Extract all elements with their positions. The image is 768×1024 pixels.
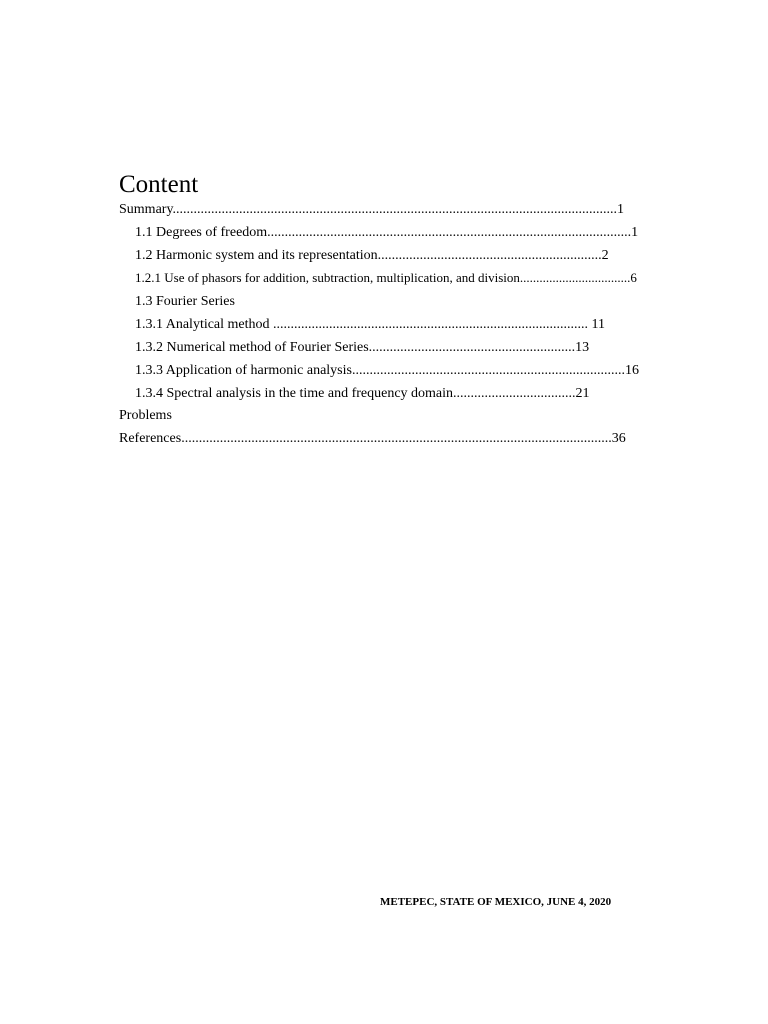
toc-title: Content	[119, 171, 199, 198]
toc-entry-dots: ...........................................................................................................................	[181, 431, 612, 446]
toc-entry-dots: ..............................................................................	[351, 363, 625, 378]
footer-location-date: METEPEC, STATE OF MEXICO, JUNE 4, 2020	[380, 896, 612, 908]
toc-entry-page: 21	[575, 386, 590, 401]
toc-entry-text: 1.3.1 Analytical method	[135, 317, 274, 332]
toc-entry-text: 1.2 Harmonic system and its representation	[135, 248, 378, 263]
toc-entry-page: 13	[575, 340, 590, 355]
toc-entry-page: 36	[611, 431, 626, 446]
toc-entry-1-3-3[interactable]	[135, 362, 695, 380]
toc-entry-dots: ................................................................	[377, 248, 602, 263]
toc-entry-page: 16	[624, 363, 639, 378]
toc-entry-1-3-2[interactable]	[135, 339, 645, 357]
toc-entry-page: 11	[588, 317, 606, 332]
toc-entry-dots: ...............................................................................................................................	[172, 202, 618, 217]
toc-entry-1-2-1[interactable]	[135, 269, 695, 287]
toc-entry-1-3[interactable]	[135, 293, 535, 311]
toc-entry-page: 1	[617, 202, 625, 217]
toc-entry-dots: ........................................................................................................	[267, 225, 632, 240]
toc-entry-1-3-4[interactable]	[135, 385, 650, 403]
toc-entry-references[interactable]	[119, 430, 691, 448]
toc-entry-text: Summary	[119, 202, 173, 217]
toc-entry-dots: ...........................................................	[368, 340, 576, 355]
toc-entry-text: 1.3.2 Numerical method of Fourier Series	[135, 340, 369, 355]
toc-entry-page: 6	[630, 270, 637, 285]
toc-entry-summary[interactable]	[119, 201, 691, 219]
toc-entry-text: 1.1 Degrees of freedom	[135, 225, 268, 240]
toc-entry-text: Problems	[119, 408, 172, 423]
toc-entry-1-3-1[interactable]	[135, 316, 660, 334]
toc-entry-problems[interactable]	[119, 407, 419, 425]
toc-entry-dots: ...................................	[453, 386, 576, 401]
toc-entry-text: References	[119, 431, 182, 446]
toc-entry-1-2[interactable]	[135, 247, 665, 265]
toc-entry-text: 1.3.3 Application of harmonic analysis	[135, 363, 352, 378]
toc-entry-text: 1.3 Fourier Series	[135, 294, 235, 309]
toc-entry-1-1[interactable]	[135, 224, 691, 242]
toc-entry-dots: ..........................................................................................	[273, 317, 589, 332]
toc-entry-dots: ..................................	[519, 270, 631, 285]
toc-entry-text: 1.3.4 Spectral analysis in the time and frequency domain	[135, 386, 454, 401]
toc-entry-page: 1	[631, 225, 639, 240]
toc-entry-page: 2	[601, 248, 609, 263]
toc-entry-text: 1.2.1 Use of phasors for addition, subtraction, multiplication, and division	[135, 270, 520, 285]
